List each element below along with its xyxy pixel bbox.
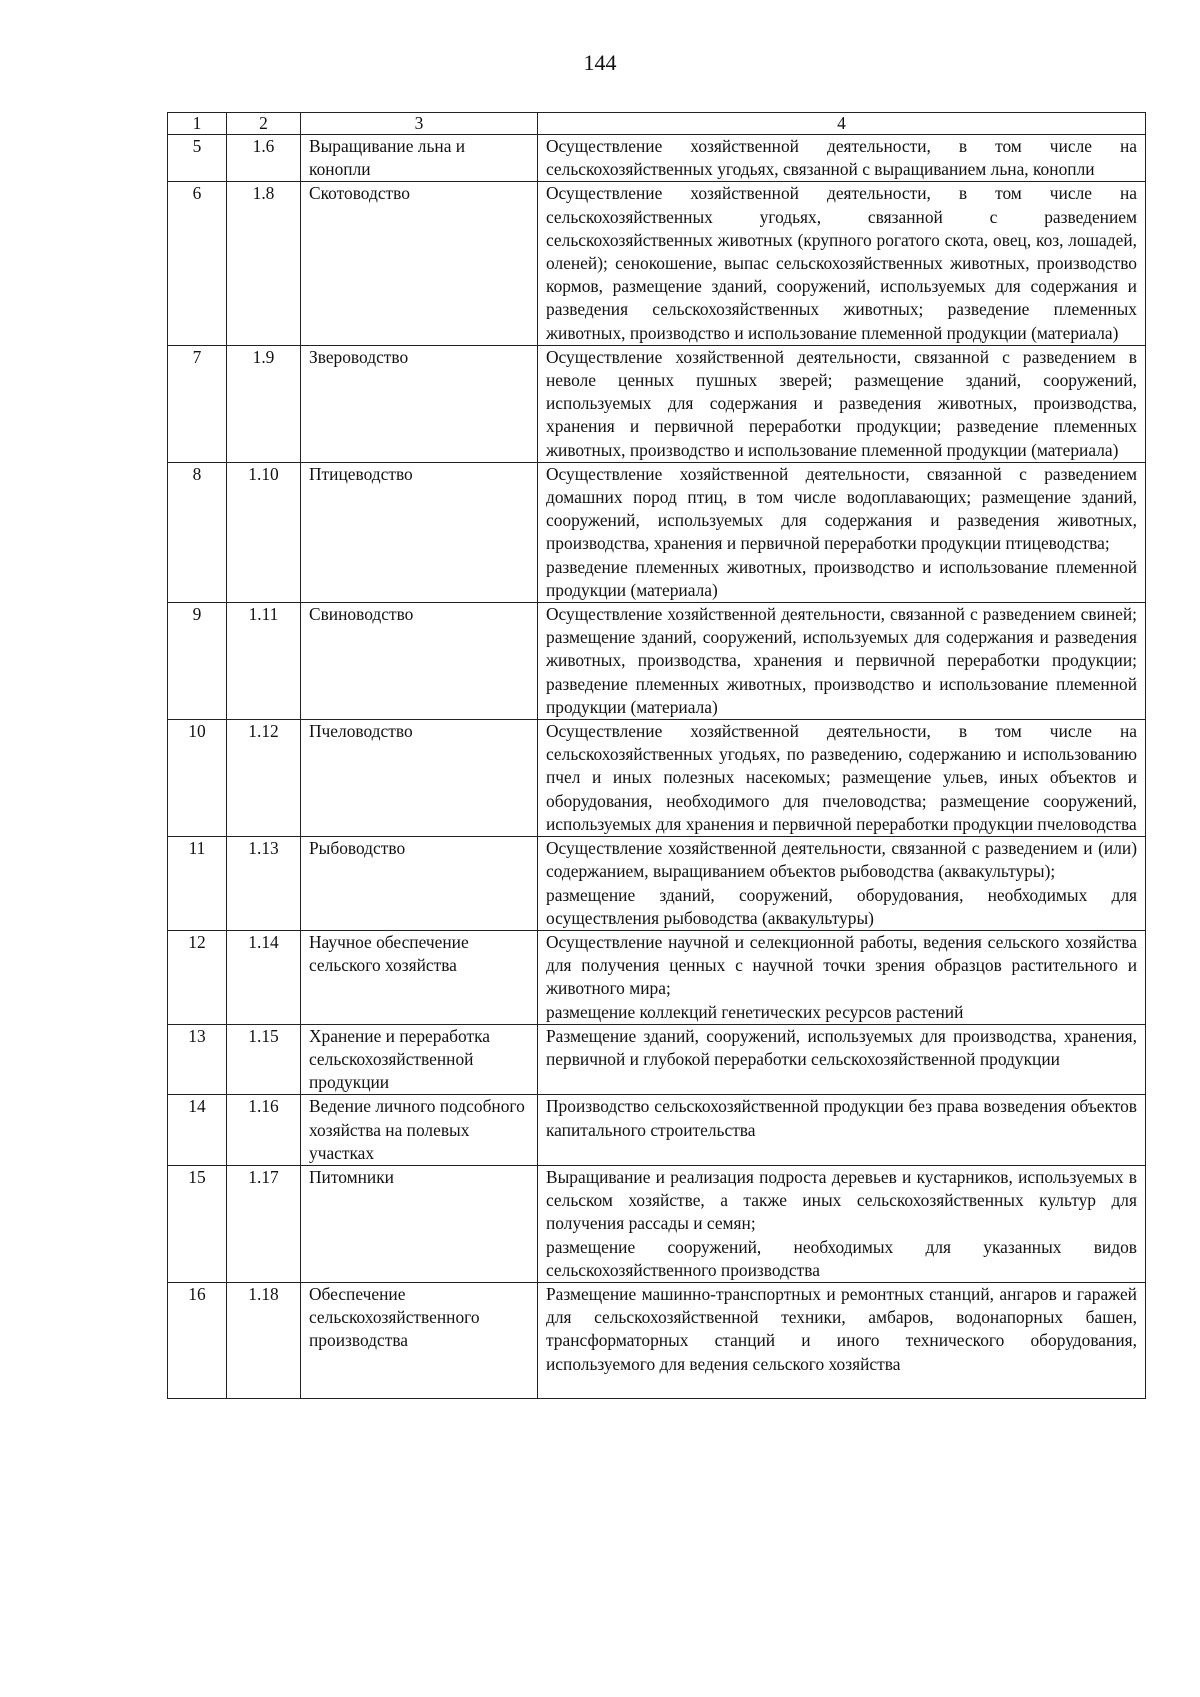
use-code: 1.17 bbox=[227, 1165, 301, 1282]
row-number: 14 bbox=[168, 1095, 227, 1166]
use-code: 1.18 bbox=[227, 1282, 301, 1398]
row-number: 5 bbox=[168, 135, 227, 182]
table-row bbox=[168, 930, 1146, 1024]
row-number: 11 bbox=[168, 837, 227, 931]
table-row bbox=[168, 603, 1146, 720]
use-description: Осуществление хозяйственной деятельности, связанной с разведением и (или) содержанием, выращиванием объектов рыбоводства (аквакультуры); размещение зданий, сооружений, оборудования, необходимых для осуществления рыбоводства (аквакультуры) bbox=[538, 837, 1146, 931]
table-row bbox=[168, 837, 1146, 931]
use-name: Ведение личного подсобного хозяйства на полевых участках bbox=[301, 1095, 538, 1166]
row-number: 7 bbox=[168, 345, 227, 462]
use-description: Размещение машинно-транспортных и ремонтных станций, ангаров и гаражей для сельскохозяйственной техники, амбаров, водонапорных башен, трансформаторных станций и иного технического оборудования, используемого для ведения сельского хозяйства bbox=[538, 1282, 1146, 1398]
row-number: 8 bbox=[168, 462, 227, 602]
use-name: Птицеводство bbox=[301, 462, 538, 602]
row-number: 10 bbox=[168, 720, 227, 837]
use-description: Осуществление хозяйственной деятельности, связанной с разведением в неволе ценных пушных зверей; размещение зданий, сооружений, используемых для содержания и разведения животных, производства, хранения и первичной переработки продукции; разведение племенных животных, производство и использование племенной продукции (материала) bbox=[538, 345, 1146, 462]
header-col-2: 2 bbox=[227, 113, 301, 135]
row-number: 9 bbox=[168, 603, 227, 720]
use-description: Размещение зданий, сооружений, используемых для производства, хранения, первичной и глубокой переработки сельскохозяйственной продукции bbox=[538, 1024, 1146, 1095]
use-description: Осуществление научной и селекционной работы, ведения сельского хозяйства для получения ценных с научной точки зрения образцов растительного и животного мира; размещение коллекций генетических ресурсов растений bbox=[538, 930, 1146, 1024]
row-number: 16 bbox=[168, 1282, 227, 1398]
use-code: 1.11 bbox=[227, 603, 301, 720]
table-header-row bbox=[168, 113, 1146, 135]
use-name: Хранение и переработка сельскохозяйственной продукции bbox=[301, 1024, 538, 1095]
use-name: Скотоводство bbox=[301, 182, 538, 345]
use-description: Осуществление хозяйственной деятельности, связанной с разведением свиней; размещение зданий, сооружений, используемых для содержания и разведения животных, производства, хранения и первичной переработки продукции; разведение племенных животных, производство и использование племенной продукции (материала) bbox=[538, 603, 1146, 720]
row-number: 13 bbox=[168, 1024, 227, 1095]
use-name: Обеспечение сельскохозяйственного производства bbox=[301, 1282, 538, 1398]
table-row bbox=[168, 345, 1146, 462]
table-row bbox=[168, 182, 1146, 345]
row-number: 15 bbox=[168, 1165, 227, 1282]
use-name: Рыбоводство bbox=[301, 837, 538, 931]
header-col-1: 1 bbox=[168, 113, 227, 135]
table-row bbox=[168, 1095, 1146, 1166]
use-name: Свиноводство bbox=[301, 603, 538, 720]
table-row bbox=[168, 462, 1146, 602]
use-code: 1.15 bbox=[227, 1024, 301, 1095]
table-row bbox=[168, 135, 1146, 182]
use-code: 1.13 bbox=[227, 837, 301, 931]
use-code: 1.14 bbox=[227, 930, 301, 1024]
row-number: 6 bbox=[168, 182, 227, 345]
land-use-table bbox=[167, 112, 1146, 1399]
page-number: 144 bbox=[583, 50, 617, 75]
table-row bbox=[168, 720, 1146, 837]
table-row bbox=[168, 1282, 1146, 1398]
use-description: Производство сельскохозяйственной продукции без права возведения объектов капитального строительства bbox=[538, 1095, 1146, 1166]
use-name: Звероводство bbox=[301, 345, 538, 462]
use-description: Осуществление хозяйственной деятельности, связанной с разведением домашних пород птиц, в том числе водоплавающих; размещение зданий, сооружений, используемых для содержания и разведения животных, производства, хранения и первичной переработки продукции птицеводства; разведение племенных животных, производство и использование племенной продукции (материала) bbox=[538, 462, 1146, 602]
use-description: Осуществление хозяйственной деятельности, в том числе на сельскохозяйственных угодьях, связанной с разведением сельскохозяйственных животных (крупного рогатого скота, овец, коз, лошадей, оленей); сенокошение, выпас сельскохозяйственных животных, производство кормов, размещение зданий, сооружений, используемых для содержания и разведения сельскохозяйственных животных; разведение племенных животных, производство и использование племенной продукции (материала) bbox=[538, 182, 1146, 345]
use-name: Пчеловодство bbox=[301, 720, 538, 837]
use-code: 1.9 bbox=[227, 345, 301, 462]
header-col-4: 4 bbox=[538, 113, 1146, 135]
table-row bbox=[168, 1165, 1146, 1282]
use-name: Питомники bbox=[301, 1165, 538, 1282]
row-number: 12 bbox=[168, 930, 227, 1024]
use-code: 1.12 bbox=[227, 720, 301, 837]
use-code: 1.6 bbox=[227, 135, 301, 182]
use-code: 1.16 bbox=[227, 1095, 301, 1166]
use-code: 1.10 bbox=[227, 462, 301, 602]
use-code: 1.8 bbox=[227, 182, 301, 345]
use-name: Научное обеспечение сельского хозяйства bbox=[301, 930, 538, 1024]
use-description: Осуществление хозяйственной деятельности, в том числе на сельскохозяйственных угодьях, по разведению, содержанию и использованию пчел и иных полезных насекомых; размещение ульев, иных объектов и оборудования, необходимого для пчеловодства; размещение сооружений, используемых для хранения и первичной переработки продукции пчеловодства bbox=[538, 720, 1146, 837]
table-row bbox=[168, 1024, 1146, 1095]
header-col-3: 3 bbox=[301, 113, 538, 135]
use-name: Выращивание льна и конопли bbox=[301, 135, 538, 182]
use-description: Осуществление хозяйственной деятельности, в том числе на сельскохозяйственных угодьях, связанной с выращиванием льна, конопли bbox=[538, 135, 1146, 182]
use-description: Выращивание и реализация подроста деревьев и кустарников, используемых в сельском хозяйстве, а также иных сельскохозяйственных культур для получения рассады и семян; размещение сооружений, необходимых для указанных видов сельскохозяйственного производства bbox=[538, 1165, 1146, 1282]
